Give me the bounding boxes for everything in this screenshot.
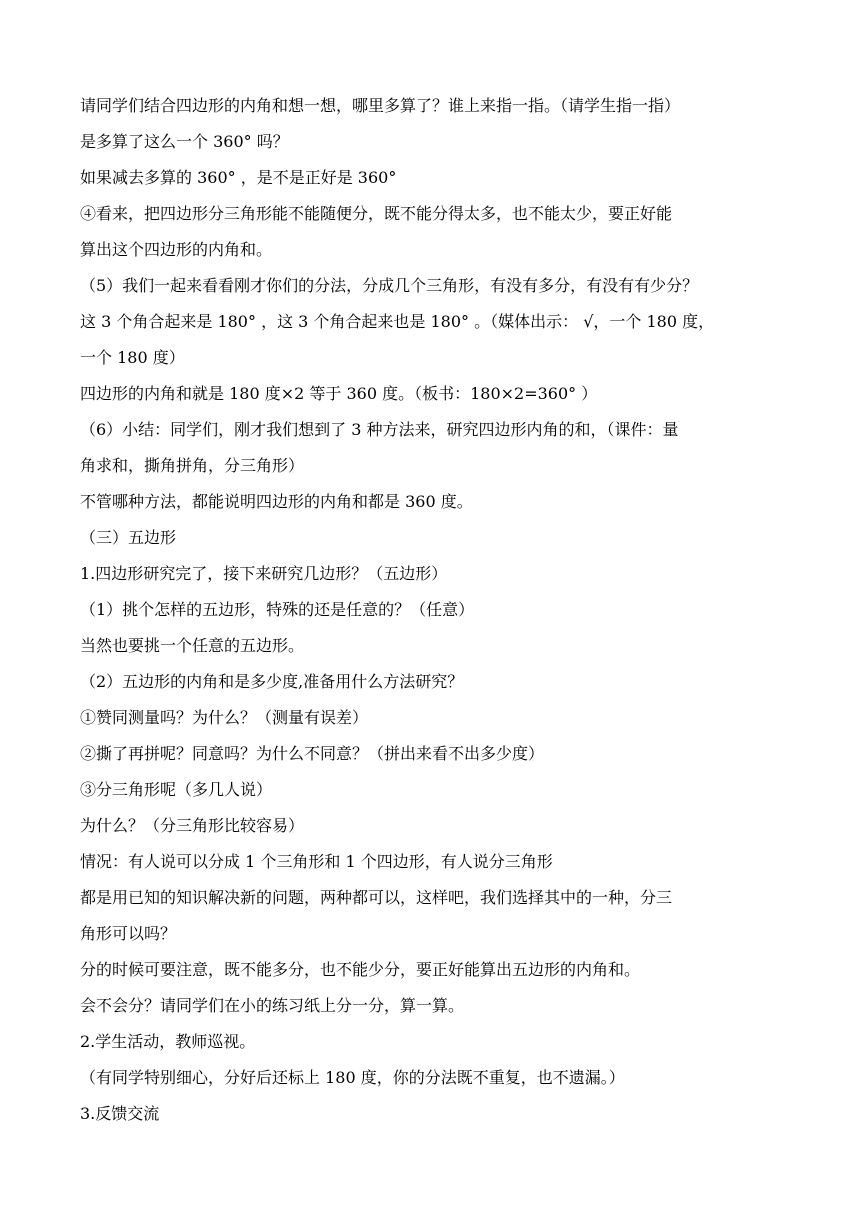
text-line: 会不会分？请同学们在小的练习纸上分一分，算一算。 [80, 996, 465, 1015]
text-line: 角求和，撕角拼角，分三角形） [80, 456, 305, 475]
text-line: 不管哪种方法，都能说明四边形的内角和都是 360 度。 [80, 492, 473, 511]
text-line: ④看来，把四边形分三角形能不能随便分，既不能分得太多，也不能太少，要正好能 [80, 204, 673, 223]
text-line: 是多算了这么一个 360° 吗？ [80, 132, 289, 151]
text-line: 当然也要挑一个任意的五边形。 [80, 636, 305, 655]
text-line: 请同学们结合四边形的内角和想一想，哪里多算了？谁上来指一指。（请学生指一指） [80, 96, 681, 115]
text-line: 情况：有人说可以分成 1 个三角形和 1 个四边形，有人说分三角形 [80, 852, 553, 871]
section-heading: （三）五边形 [80, 528, 177, 547]
text-line: 分的时候可要注意，既不能多分，也不能少分，要正好能算出五边形的内角和。 [80, 960, 641, 979]
text-line: ②撕了再拼呢？同意吗？为什么不同意？（拼出来看不出多少度） [80, 744, 545, 763]
text-line: （1）挑个怎样的五边形，特殊的还是任意的？（任意） [80, 600, 475, 619]
text-line: 如果减去多算的 360° ，是不是正好是 360° [80, 168, 397, 187]
text-line: 算出这个四边形的内角和。 [80, 240, 273, 259]
text-line: ①赞同测量吗？为什么？（测量有误差） [80, 708, 369, 727]
text-line: 2.学生活动，教师巡视。 [80, 1032, 256, 1051]
text-line: （有同学特别细心，分好后还标上 180 度，你的分法既不重复，也不遗漏。） [80, 1068, 625, 1087]
text-line: ③分三角形呢（多几人说） [80, 780, 273, 799]
text-line: 一个 180 度） [80, 348, 185, 367]
text-line: 这 3 个角合起来是 180° ，这 3 个角合起来也是 180° 。（媒体出示： √，一个 180 度， [80, 312, 715, 331]
text-line: 角形可以吗？ [80, 924, 177, 943]
text-line: 四边形的内角和就是 180 度×2 等于 360 度。（板书：180×2=360° ） [80, 384, 598, 403]
text-line: （5）我们一起来看看刚才你们的分法，分成几个三角形，有没有多分，有没有有少分？ [80, 276, 699, 295]
text-line: （2）五边形的内角和是多少度,准备用什么方法研究？ [80, 672, 464, 691]
text-line: 都是用已知的知识解决新的问题，两种都可以，这样吧，我们选择其中的一种，分三 [80, 888, 673, 907]
text-line: 1.四边形研究完了，接下来研究几边形？（五边形） [80, 564, 448, 583]
text-line: （6）小结：同学们，刚才我们想到了 3 种方法来，研究四边形内角的和，（课件：量 [80, 420, 679, 439]
text-line: 为什么？（分三角形比较容易） [80, 816, 305, 835]
text-line: 3.反馈交流 [80, 1104, 160, 1123]
